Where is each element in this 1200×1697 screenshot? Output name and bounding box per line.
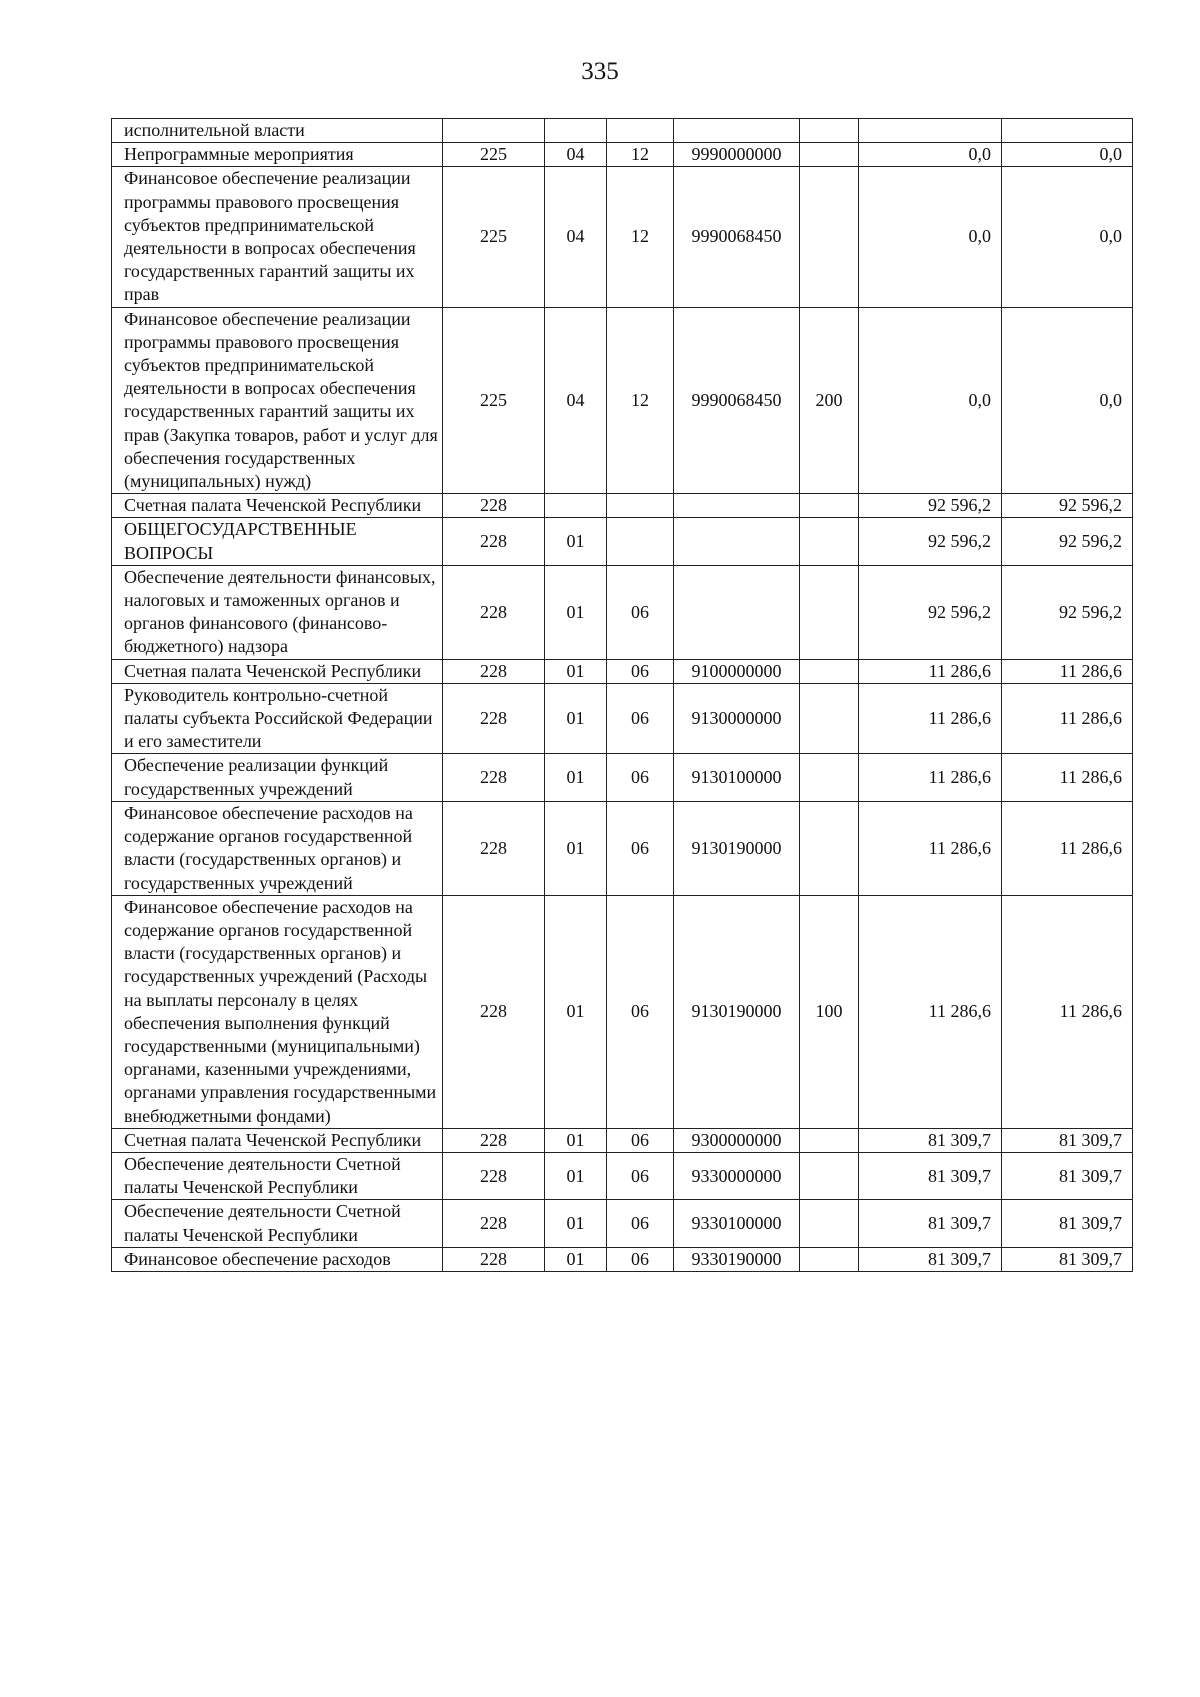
expense-type-cell: 100 [800,895,859,1128]
expense-type-cell [800,1152,859,1199]
expense-type-cell [800,683,859,754]
amount-year2-cell: 11 286,6 [1002,659,1133,683]
subsection-code-cell: 06 [607,1200,674,1247]
section-code-cell: 01 [545,659,607,683]
target-code-cell: 9300000000 [674,1128,800,1152]
target-code-cell: 9130190000 [674,895,800,1128]
ministry-code-cell [443,119,545,143]
expense-type-cell [800,565,859,659]
table-row [112,1152,1133,1199]
subsection-code-cell: 06 [607,659,674,683]
target-code-cell: 9130190000 [674,801,800,895]
subsection-code-cell [607,119,674,143]
section-code-cell: 01 [545,801,607,895]
subsection-code-cell: 06 [607,1128,674,1152]
row-name-cell: Обеспечение деятельности финансовых, налоговых и таможенных органов и органов финансового (финансово-бюджетного) надзора [112,565,443,659]
ministry-code-cell: 228 [443,754,545,801]
amount-year2-cell: 81 309,7 [1002,1152,1133,1199]
amount-year1-cell [859,119,1002,143]
budget-table-body [112,119,1133,1272]
amount-year1-cell: 11 286,6 [859,895,1002,1128]
row-name-cell: Счетная палата Чеченской Республики [112,659,443,683]
row-name-cell: Обеспечение реализации функций государственных учреждений [112,754,443,801]
row-name-cell: Обеспечение деятельности Счетной палаты Чеченской Республики [112,1200,443,1247]
table-row [112,683,1133,754]
subsection-code-cell: 06 [607,565,674,659]
ministry-code-cell: 228 [443,1152,545,1199]
amount-year1-cell: 92 596,2 [859,565,1002,659]
budget-table [111,118,1133,1272]
subsection-code-cell: 12 [607,167,674,307]
table-row [112,518,1133,565]
table-row [112,143,1133,167]
subsection-code-cell: 12 [607,307,674,494]
target-code-cell: 9990068450 [674,167,800,307]
table-row [112,801,1133,895]
expense-type-cell [800,1128,859,1152]
table-row [112,1128,1133,1152]
target-code-cell [674,119,800,143]
table-row [112,119,1133,143]
target-code-cell: 9130100000 [674,754,800,801]
target-code-cell: 9990000000 [674,143,800,167]
expense-type-cell [800,143,859,167]
expense-type-cell [800,494,859,518]
amount-year2-cell: 92 596,2 [1002,494,1133,518]
expense-type-cell [800,167,859,307]
row-name-cell: Счетная палата Чеченской Республики [112,494,443,518]
amount-year2-cell: 11 286,6 [1002,754,1133,801]
amount-year2-cell: 11 286,6 [1002,801,1133,895]
row-name-cell: Обеспечение деятельности Счетной палаты Чеченской Республики [112,1152,443,1199]
row-name-cell: Руководитель контрольно-счетной палаты субъекта Российской Федерации и его заместители [112,683,443,754]
expense-type-cell: 200 [800,307,859,494]
table-row [112,307,1133,494]
ministry-code-cell: 228 [443,801,545,895]
subsection-code-cell: 06 [607,895,674,1128]
amount-year2-cell: 0,0 [1002,143,1133,167]
ministry-code-cell: 225 [443,167,545,307]
row-name-cell: Финансовое обеспечение расходов на содержание органов государственной власти (государственных органов) и государственных учреждений (Расходы на выплаты персоналу в целях обеспечения выполнения функций государственными (муниципальными) органами, казенными учреждениями, органами управления государственными внебюджетными фондами) [112,895,443,1128]
amount-year2-cell: 81 309,7 [1002,1247,1133,1271]
table-row [112,565,1133,659]
section-code-cell: 01 [545,754,607,801]
expense-type-cell [800,1247,859,1271]
amount-year2-cell: 11 286,6 [1002,895,1133,1128]
expense-type-cell [800,659,859,683]
page-number: 335 [581,58,619,85]
target-code-cell [674,518,800,565]
amount-year2-cell: 92 596,2 [1002,518,1133,565]
amount-year1-cell: 92 596,2 [859,518,1002,565]
row-name-cell: Финансовое обеспечение реализации программы правового просвещения субъектов предпринимательской деятельности в вопросах обеспечения государственных гарантий защиты их прав [112,167,443,307]
subsection-code-cell: 06 [607,754,674,801]
amount-year1-cell: 81 309,7 [859,1152,1002,1199]
table-row [112,1200,1133,1247]
subsection-code-cell: 12 [607,143,674,167]
ministry-code-cell: 228 [443,683,545,754]
section-code-cell: 01 [545,1200,607,1247]
ministry-code-cell: 228 [443,494,545,518]
ministry-code-cell: 228 [443,895,545,1128]
ministry-code-cell: 225 [443,307,545,494]
target-code-cell: 9330000000 [674,1152,800,1199]
subsection-code-cell: 06 [607,1152,674,1199]
section-code-cell: 01 [545,683,607,754]
amount-year2-cell: 0,0 [1002,307,1133,494]
table-row [112,754,1133,801]
subsection-code-cell: 06 [607,683,674,754]
amount-year1-cell: 11 286,6 [859,683,1002,754]
subsection-code-cell: 06 [607,1247,674,1271]
subsection-code-cell [607,518,674,565]
section-code-cell: 01 [545,1152,607,1199]
table-row [112,895,1133,1128]
ministry-code-cell: 228 [443,1128,545,1152]
amount-year1-cell: 81 309,7 [859,1247,1002,1271]
amount-year1-cell: 81 309,7 [859,1200,1002,1247]
row-name-cell: ОБЩЕГОСУДАРСТВЕННЫЕ ВОПРОСЫ [112,518,443,565]
ministry-code-cell: 228 [443,565,545,659]
amount-year2-cell [1002,119,1133,143]
section-code-cell [545,119,607,143]
target-code-cell: 9330190000 [674,1247,800,1271]
section-code-cell: 01 [545,1247,607,1271]
expense-type-cell [800,801,859,895]
row-name-cell: Непрограммные мероприятия [112,143,443,167]
expense-type-cell [800,119,859,143]
section-code-cell: 01 [545,518,607,565]
ministry-code-cell: 225 [443,143,545,167]
amount-year2-cell: 11 286,6 [1002,683,1133,754]
target-code-cell: 9330100000 [674,1200,800,1247]
section-code-cell: 04 [545,307,607,494]
target-code-cell: 9130000000 [674,683,800,754]
target-code-cell: 9990068450 [674,307,800,494]
amount-year2-cell: 81 309,7 [1002,1128,1133,1152]
target-code-cell: 9100000000 [674,659,800,683]
section-code-cell: 01 [545,565,607,659]
subsection-code-cell [607,494,674,518]
row-name-cell: Финансовое обеспечение расходов [112,1247,443,1271]
amount-year2-cell: 0,0 [1002,167,1133,307]
section-code-cell: 04 [545,167,607,307]
table-row [112,494,1133,518]
ministry-code-cell: 228 [443,1247,545,1271]
row-name-cell: исполнительной власти [112,119,443,143]
section-code-cell [545,494,607,518]
amount-year2-cell: 92 596,2 [1002,565,1133,659]
ministry-code-cell: 228 [443,518,545,565]
amount-year1-cell: 11 286,6 [859,801,1002,895]
table-row [112,659,1133,683]
expense-type-cell [800,754,859,801]
amount-year2-cell: 81 309,7 [1002,1200,1133,1247]
amount-year1-cell: 0,0 [859,143,1002,167]
amount-year1-cell: 81 309,7 [859,1128,1002,1152]
target-code-cell [674,494,800,518]
section-code-cell: 01 [545,895,607,1128]
section-code-cell: 04 [545,143,607,167]
row-name-cell: Финансовое обеспечение расходов на содержание органов государственной власти (государственных органов) и государственных учреждений [112,801,443,895]
amount-year1-cell: 11 286,6 [859,754,1002,801]
target-code-cell [674,565,800,659]
row-name-cell: Финансовое обеспечение реализации программы правового просвещения субъектов предпринимательской деятельности в вопросах обеспечения государственных гарантий защиты их прав (Закупка товаров, работ и услуг для обеспечения государственных (муниципальных) нужд) [112,307,443,494]
subsection-code-cell: 06 [607,801,674,895]
ministry-code-cell: 228 [443,659,545,683]
ministry-code-cell: 228 [443,1200,545,1247]
expense-type-cell [800,518,859,565]
table-row [112,1247,1133,1271]
row-name-cell: Счетная палата Чеченской Республики [112,1128,443,1152]
amount-year1-cell: 0,0 [859,307,1002,494]
amount-year1-cell: 92 596,2 [859,494,1002,518]
amount-year1-cell: 11 286,6 [859,659,1002,683]
table-row [112,167,1133,307]
expense-type-cell [800,1200,859,1247]
section-code-cell: 01 [545,1128,607,1152]
amount-year1-cell: 0,0 [859,167,1002,307]
